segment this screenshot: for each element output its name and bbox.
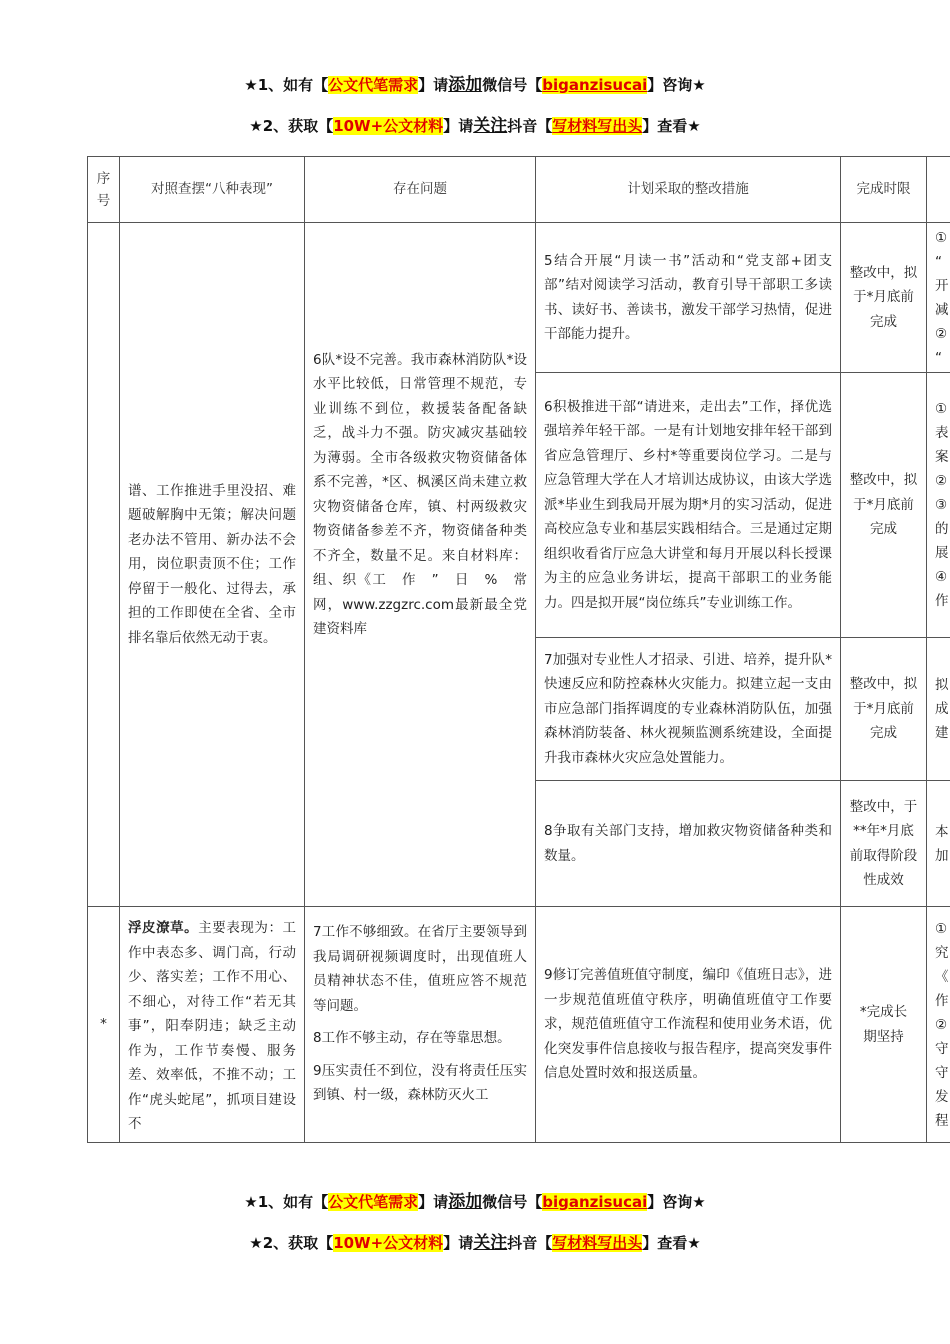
header-deadline: 完成时限 [841,157,927,223]
header-measures: 计划采取的整改措施 [536,157,841,223]
highlight-wechat-id[interactable]: biganzisucai [542,76,648,94]
header-extra [927,157,950,223]
table-row [88,223,950,373]
problem-item: 8工作不够主动，存在等靠思想。 [313,1030,511,1046]
problem-item: 7工作不够细致。在省厅主要领导到我局调研视频调度时，出现值班人员精神状态不佳，值班应答不规范等问题。 [313,924,527,1014]
group2-problem [305,907,536,1143]
problem-item: 9压实责任不到位，没有将责任压实到镇、村一级，森林防灭火工 [313,1062,527,1103]
measure-cell: 6积极推进干部“请进来，走出去”工作，择优选强培养年轻干部。一是有计划地安排年轻干部到省应急管理厅、乡村*等重要岗位学习。二是与应急管理大学在人才培训达成协议，由该大学选派*毕业生到我局开展为期*月的实习活动，促进高校应急专业和基层实践相结合。三是通过定期组织收看省厅应急大讲堂和每月开展以科长授课为主的应急业务讲坛，提高干部职工的业务能力。四是拟开展“岗位练兵”专业训练工作。 [536,373,841,638]
bottom-banner-line-2: ★2、获取【10W+公文材料】请关注抖音【写材料写出头】查看★ [249,1233,701,1253]
group2-seq: * [88,907,120,1143]
deadline-cell: 整改中，于**年*月底前取得阶段性成效 [841,781,927,907]
highlight-wechat-id[interactable]: biganzisucai [542,1193,648,1211]
measure-cell: 9修订完善值班值守制度，编印《值班日志》，进一步规范值班值守秩序，明确值班值守工作要求，规范值班值守工作流程和使用业务术语，优化突发事件信息接收与报告程序，提高突发事件信息处置时效和报送质量。 [536,907,841,1143]
deadline-cell: *完成长期坚持 [841,907,927,1143]
group1-problem: 6队*设不完善。我市森林消防队*设水平比较低，日常管理不规范，专业训练不到位，救援装备配备缺乏，战斗力不强。防灾减灾基础较为薄弱。全市各级救灾物资储备体系不完善，*区、枫溪区尚未建立救灾物资储备仓库，镇、村两级救灾物资储备参差不齐，物资储备种类不齐全，数量不足。来自材料库：组、织《工 作 ” 日 % 常网，www.zzgzrc.com最新最全党建资料库 [305,223,536,907]
highlight-materials: 10W+公文材料 [333,1234,444,1252]
table-header-row [88,157,950,223]
extra-cell: ① 究 《 作 ② 守 守 发 程 [927,907,950,1143]
header-seq: 序号 [88,157,120,223]
deadline-cell: 整改中，拟于*月底前完成 [841,223,927,373]
extra-cell: 本 加 [927,781,950,907]
deadline-cell: 整改中，拟于*月底前完成 [841,638,927,781]
measure-cell: 5结合开展“月读一书”活动和“党支部+团支部”结对阅读学习活动，教育引导干部职工多读书、读好书、善读书，激发干部学习热情，促进干部能力提升。 [536,223,841,373]
measure-cell: 8争取有关部门支持，增加救灾物资储备种类和数量。 [536,781,841,907]
deadline-cell: 整改中，拟于*月底前完成 [841,373,927,638]
highlight-writing-service: 公文代笔需求 [328,1193,419,1211]
highlight-writing-service: 公文代笔需求 [328,76,419,94]
top-banner-line-1: ★1、如有【公文代笔需求】请添加微信号【biganzisucai】咨询★ [244,75,706,95]
highlight-douyin-account[interactable]: 写材料写出头 [552,117,643,135]
highlight-materials: 10W+公文材料 [333,117,444,135]
group2-compare: 浮皮潦草。主要表现为：工作中表态多、调门高，行动少、落实差；工作不用心、不细心，对待工作“若无其事”，阳奉阴违；缺乏主动作为，工作节奏慢、服务差、效率低，不推不动；工作“虎头蛇尾”，抓项目建设不 [120,907,305,1143]
table-row [88,907,950,1143]
header-compare: 对照查摆“八种表现” [120,157,305,223]
extra-cell: 拟 成 建 [927,638,950,781]
extra-cell: ① 表 案 ② ③ 的 展 ④ 作 [927,373,950,638]
rectification-table [87,156,950,1143]
top-banner-line-2: ★2、获取【10W+公文材料】请关注抖音【写材料写出头】查看★ [249,116,701,136]
measure-cell: 7加强对专业性人才招录、引进、培养，提升队*快速反应和防控森林火灾能力。拟建立起一支由市应急部门指挥调度的专业森林消防队伍，加强森林消防装备、林火视频监测系统建设，全面提升我市森林火灾应急处置能力。 [536,638,841,781]
group1-seq [88,223,120,907]
bottom-banner-line-1: ★1、如有【公文代笔需求】请添加微信号【biganzisucai】咨询★ [244,1192,706,1212]
extra-cell: ① “ 开 减 ② “ [927,223,950,373]
highlight-douyin-account[interactable]: 写材料写出头 [552,1234,643,1252]
group1-compare: 谱、工作推进手里没招、难题破解胸中无策；解决问题老办法不管用、新办法不会用，岗位职责顶不住；工作停留于一般化、过得去，承担的工作即使在全省、全市排名靠后依然无动于衷。 [120,223,305,907]
header-problem: 存在问题 [305,157,536,223]
compare-title: 浮皮潦草。 [128,920,199,936]
